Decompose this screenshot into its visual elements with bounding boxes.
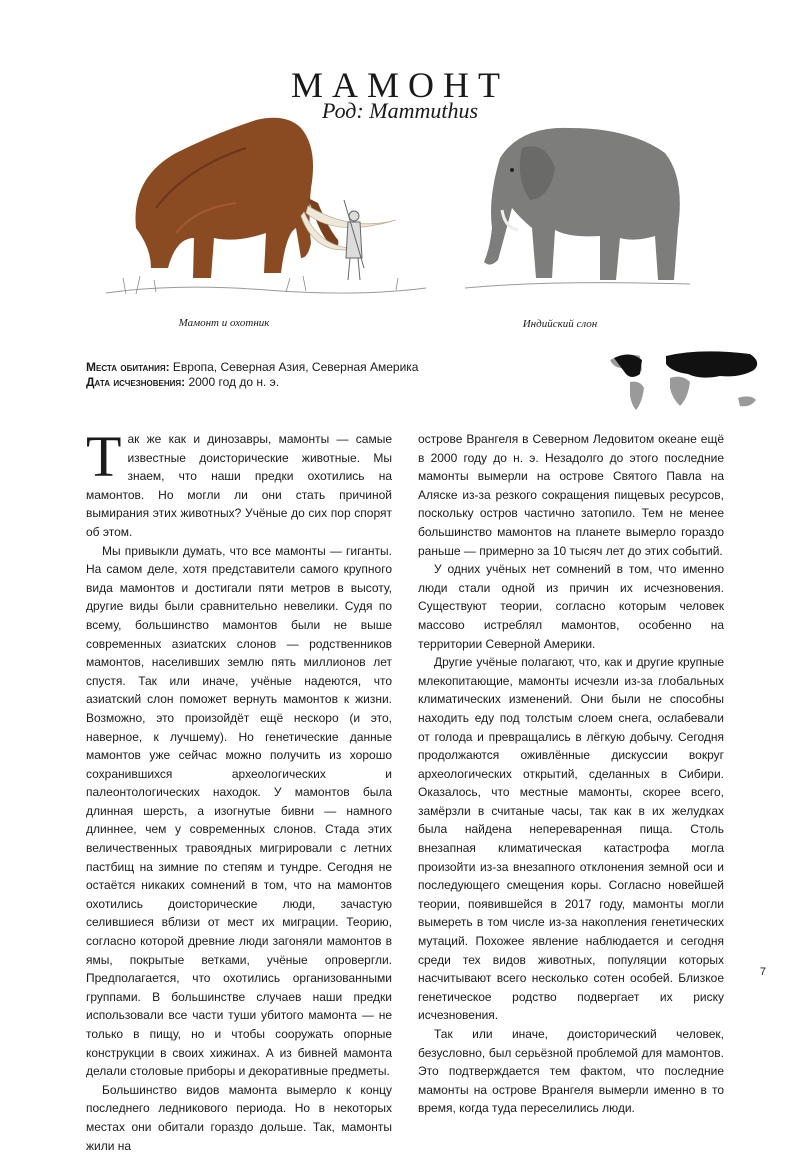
paragraph: Так или иначе, доисторический человек, безусловно, был серьёзной проблемой для мамонтов. Это подтверждается тем фактом, что последние мамонты на острове Врангеля вымерли именно в то время, когда туда переселились люди. bbox=[418, 1027, 724, 1116]
mammoth-caption: Мамонт и охотник bbox=[178, 317, 270, 329]
page-title: МАМОНТ bbox=[290, 65, 509, 105]
article-column-2 bbox=[418, 430, 724, 1118]
elephant-illustration bbox=[460, 118, 700, 308]
paragraph bbox=[86, 424, 392, 542]
habitat-row bbox=[86, 360, 418, 375]
elephant-caption: Индийский слон bbox=[522, 318, 598, 330]
habitat-label: Места обитания: bbox=[86, 360, 170, 374]
paragraph: Мы привыкли думать, что все мамонты — гиганты. На самом деле, хотя представители самого крупного вида мамонтов и достигали пяти метров в высоту, другие виды были сравнительно невелики. Судя по всему, большинство мамонтов были не выше современных азиатских слонов — родственников мамонтов, населивших землю пять миллионов лет спустя. Так или иначе, учёные надеются, что азиатский слон поможет вернуть мамонтов к жизни. Возможно, это произойдёт ещё нескоро (и это, наверное, к лучшему). Но генетические данные мамонтов уже сейчас можно получить из хорошо сохранившихся археологических и палеонтологических находок. У мамонтов была длинная шерсть, а изогнутые бивни — намного длиннее, чем у современных слонов. Стада этих величественных травоядных мигрировали с летних пастбищ на зимние по степям и тундре. Сегодня не остаётся никаких сомнений в том, что на мамонтов охотились доисторические люди, зачастую селившиеся вблизи от мест их миграции. Теорию, согласно которой древние люди загоняли мамонтов в ямы, покрытые ветками, учёные опровергли. Предполагается, что охотились организованными группами. В большинстве случаев наши предки использовали все части туши убитого мамонта — не только в пищу, но и чтобы сооружать опорные конструкции в своих хижинах. А из бивней мамонта делали столовые приборы и декоративные предметы. bbox=[86, 543, 392, 1079]
paragraph: острове Врангеля в Северном Ледовитом океане ещё в 2000 году до н. э. Незадолго до этого последние мамонты вымерли на острове Святого Павла на Аляске из-за резкого сокращения пищевых ресурсов, поскольку остров частично затопило. Тем не менее большинство мамонтов на планете вымерло гораздо раньше — примерно за 10 тысяч лет до этих событий. bbox=[418, 432, 724, 558]
extinction-row bbox=[86, 375, 418, 390]
article-column-1 bbox=[86, 424, 392, 1155]
extinction-value: 2000 год до н. э. bbox=[188, 375, 280, 389]
genus-subtitle: Род: Mammuthus bbox=[321, 98, 479, 123]
paragraph: У одних учёных нет сомнений в том, что именно люди стали одной из причин их исчезновения. Существуют теории, согласно которым человек массово истреблял мамонтов, особенно на территории Северной Америки. bbox=[418, 562, 724, 651]
mammoth-illustration bbox=[96, 108, 436, 308]
habitat-value: Европа, Северная Азия, Северная Америка bbox=[172, 360, 419, 374]
extinction-label: Дата исчезновения: bbox=[86, 375, 186, 389]
paragraph-text: ак же как и динозавры, мамонты — самые известные доисторические животные. Мы знаем, что наши предки охотились на мамонтов. Но могли ли они стать причиной вымирания этих животных? Учёные до сих пор спорят об этом. bbox=[86, 432, 392, 539]
world-map-icon bbox=[600, 348, 770, 418]
page-number: 7 bbox=[759, 966, 766, 978]
drop-cap: Т bbox=[86, 424, 122, 489]
paragraph: Другие учёные полагают, что, как и другие крупные млекопитающие, мамонты исчезли из-за глобальных климатических изменений. Они были не способны находить еду под толстым слоем снега, ослабевали от голода и превращались в лёгкую добычу. Сегодня продолжаются оживлённые дискуссии вокруг археологических открытий, сделанных в Сибири. Оказалось, что местные мамонты, скорее всего, замёрзли в считаные часы, так как в их желудках была найдена непереваренная пища. Столь внезапная климатическая катастрофа могла произойти из-за внезапного отклонения земной оси и последующего смещения коры. Согласно новейшей теории, появившейся в 2017 году, мамонты могли вымереть в том числе из-за накопления генетических мутаций. Похожее явление наблюдается и сегодня среди тех видов животных, популяции которых насчитывают всего несколько сотен особей. Близкое генетическое родство подвергает их риску исчезновения. bbox=[418, 655, 724, 1023]
paragraph: Большинство видов мамонта вымерло к концу последнего ледникового периода. Но в некоторых местах они обитали гораздо дольше. Так, мамонты жили на bbox=[86, 1082, 392, 1153]
facts-block bbox=[86, 360, 418, 390]
